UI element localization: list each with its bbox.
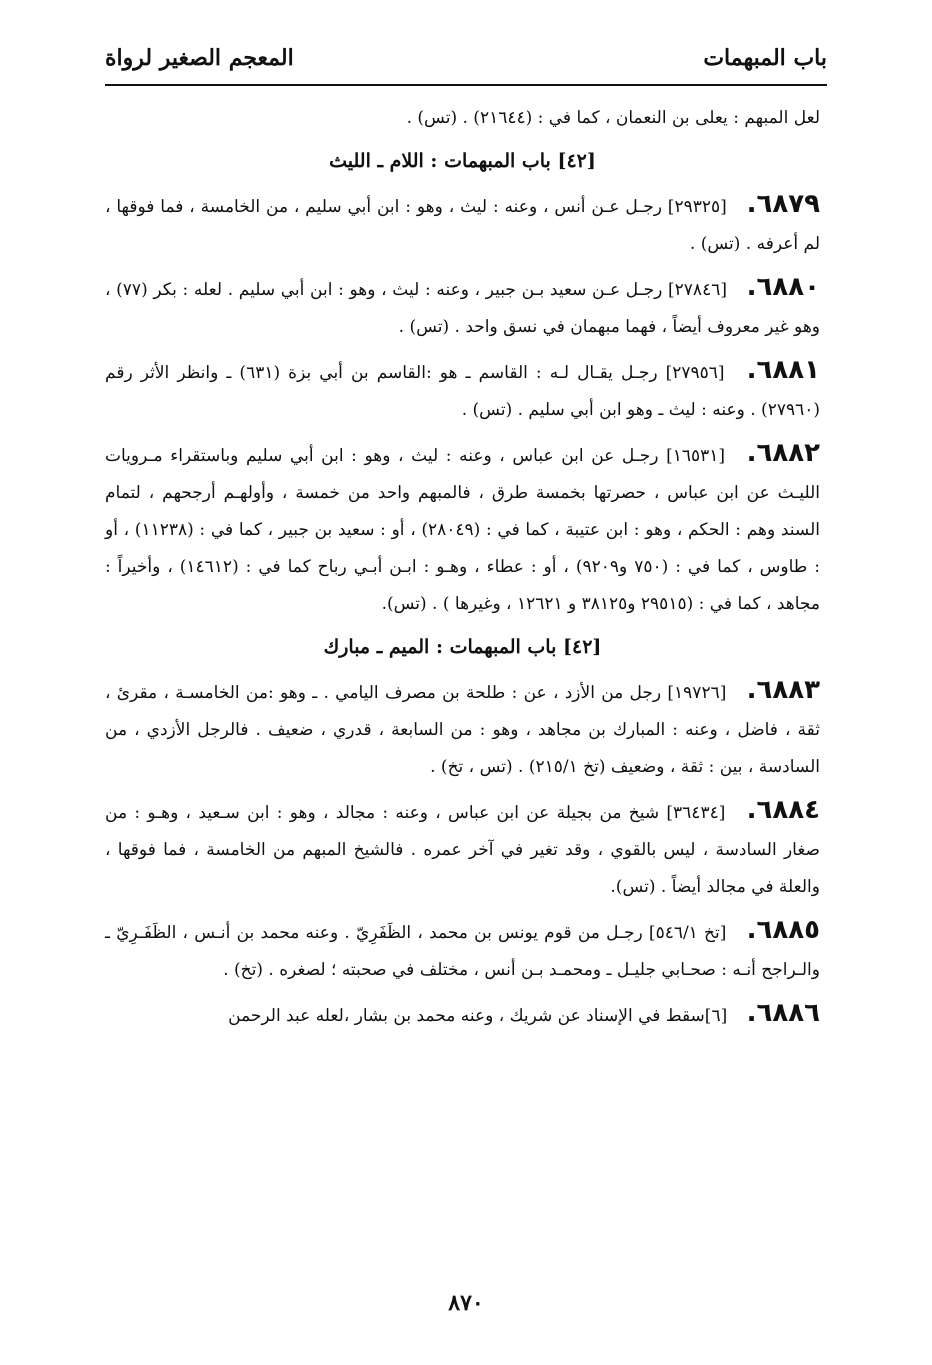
entry-text: [٢٧٩٥٦] رجـل يقـال لـه : القاسم ـ هو :القاسم بن أبي بزة (٦٣١) ـ وانظر الأثر رقم (٢٧٩٦٠) . وعنه : ليث ـ وهو ابن أبي سليم . (تس) .	[105, 363, 820, 420]
entry-6882	[105, 435, 820, 623]
intro-paragraph: لعل المبهم : يعلى بن النعمان ، كما في : (٢١٦٤٤) . (تس) .	[406, 108, 820, 128]
entry-text: [١٩٧٢٦] رجل من الأزد ، عن : طلحة بن مصرف اليامي . ـ وهو :من الخامسـة ، مقرئ ، ثقة ، فاضل ، وعنه : المبارك بن مجاهد ، وهو : من السابعة ، قدري ، ضعيف . فالرجل الأزدي ، من السادسة ، بين : ثقة ، وضعيف (تخ ٢١٥/١) . (تس ، تخ) .	[105, 683, 820, 777]
header-divider	[105, 84, 827, 86]
entry-text: [تخ ٥٤٦/١] رجـل من قوم يونس بن محمد ، الظَفَرِيّ . وعنه محمد بن أنـس ، الظَفَـرِيّ ـ والـراجح أنـه : صحـابي جليـل ـ ومحمـد بـن أنس ، مختلف في صحبته ؛ لصغره . (تخ) .	[105, 923, 820, 980]
entry-text: [٢٧٨٤٦] رجـل عـن سعيد بـن جبير ، وعنه : ليث ، وهو : ابن أبي سليم . لعله : بكر (٧٧) ، وهو غير معروف أيضاً ، فهما مبهمان في نسق واحد . (تس) .	[105, 280, 820, 337]
entry-6881	[105, 352, 820, 429]
entry-6880	[105, 269, 820, 346]
entry-6879	[105, 186, 820, 263]
section-title-mim: [٤٢] باب المبهمات : الميم ـ مبارك	[323, 636, 602, 658]
header-book-title: المعجم الصغير لرواة	[105, 45, 294, 71]
entry-6886	[105, 995, 820, 1035]
entry-text: [٣٦٤٣٤] شيخ من بجيلة عن ابن عباس ، وعنه : مجالد ، وهو : ابن سـعيد ، وهـو : من صغار السادسة ، ليس بالقوي ، وقد تغير في آخر عمره . فالشيخ المبهم من الخامسة ، فما فوقها ، والعلة في مجالد أيضاً . (تس).	[105, 803, 820, 897]
header-section-title: باب المبهمات	[703, 45, 827, 71]
page-content	[105, 100, 820, 1041]
page-number: ٨٧٠	[448, 1290, 484, 1316]
entry-6884	[105, 792, 820, 906]
section-title-lam: [٤٢] باب المبهمات : اللام ـ الليث	[329, 150, 596, 172]
entry-number: ٦٨٨٤.	[746, 795, 820, 825]
entry-text: [٢٩٣٢٥] رجـل عـن أنس ، وعنه : ليث ، وهو : ابن أبي سليم ، من الخامسة ، فما فوقها ، لم أعرفه . (تس) .	[105, 197, 820, 254]
entry-number: ٦٨٨٠.	[746, 272, 821, 302]
entry-6885	[105, 912, 820, 989]
entry-6883	[105, 672, 820, 786]
entry-number: ٦٨٧٩.	[746, 189, 821, 219]
entry-text: [٦]سقط في الإسناد عن شريك ، وعنه محمد بن بشار ،لعله عبد الرحمن	[228, 1006, 728, 1026]
entry-number: ٦٨٨١.	[746, 355, 821, 385]
entry-number: ٦٨٨٣.	[746, 675, 821, 705]
entry-text: [١٦٥٣١] رجـل عن ابن عباس ، وعنه : ليث ، وهو : ابن أبي سليم وباستقراء مـرويات الليـث عن ابن عباس ، حصرتها بخمسة طرق ، فالمبهم واحد من خمسة ، وأولهـم أرجحهم ، لتمام السند وهم : الحكم ، وهو : ابن عتيبة ، كما في : (٢٨٠٤٩) ، أو : سعيد بن جبير ، كما في : (١١٢٣٨) ، أو : طاوس ، كما في : (٧٥٠ و٩٢٠٩) ، أو : عطاء ، وهـو : ابـن أبـي رباح كما في : (١٤٦١٢) ، وأخيراً : مجاهد ، كما في : (٢٩٥١٥ و٣٨١٢٥ و ١٢٦٢١ ، وغيرها ) . (تس).	[105, 446, 820, 614]
entry-number: ٦٨٨٢.	[746, 438, 820, 468]
entry-number: ٦٨٨٦.	[746, 998, 820, 1028]
entry-number: ٦٨٨٥.	[746, 915, 821, 945]
page-header	[105, 38, 827, 78]
